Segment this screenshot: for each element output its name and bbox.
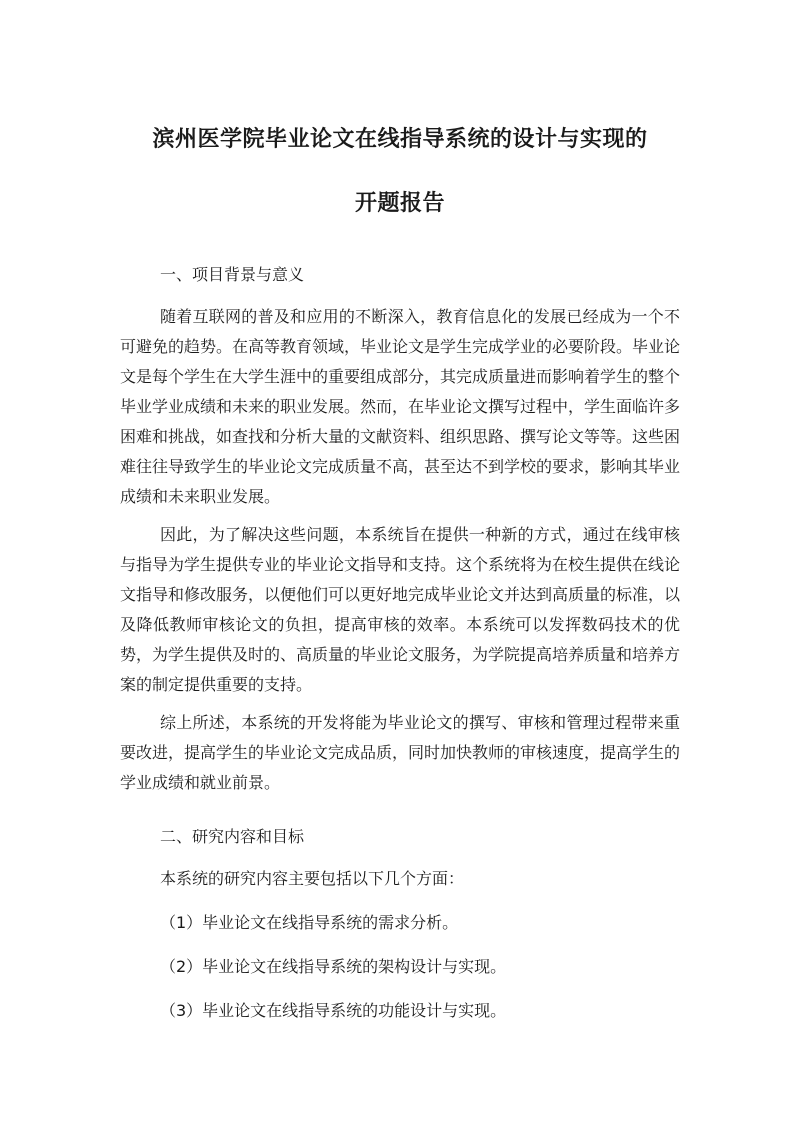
title-line-1: 滨州医学院毕业论文在线指导系统的设计与实现的: [152, 127, 648, 152]
list-item: （1）毕业论文在线指导系统的需求分析。: [160, 913, 459, 932]
list-item: （3）毕业论文在线指导系统的功能设计与实现。: [160, 1001, 507, 1020]
paragraph-background: 随着互联网的普及和应用的不断深入，教育信息化的发展已经成为一个不可避免的趋势。在高等教育领域，毕业论文是学生完成学业的必要阶段。毕业论文是每个学生在大学生涯中的重要组成部分，其完成质量进而影响着学生的整个毕业学业成绩和未来的职业发展。然而，在毕业论文撰写过程中，学生面临许多困难和挑战，如查找和分析大量的文献资料、组织思路、撰写论文等等。这些困难往往导致学生的毕业论文完成质量不高，甚至达不到学校的要求，影响其毕业成绩和未来职业发展。: [120, 307, 681, 506]
paragraph-summary: 综上所述，本系统的开发将能为毕业论文的撰写、审核和管理过程带来重要改进，提高学生的毕业论文完成品质，同时加快教师的审核速度，提高学生的学业成绩和就业前景。: [120, 713, 681, 792]
research-intro: 本系统的研究内容主要包括以下几个方面：: [160, 869, 465, 888]
list-item: （2）毕业论文在线指导系统的架构设计与实现。: [160, 957, 507, 976]
title-line-2: 开题报告: [354, 191, 445, 216]
section-heading-research: 二、研究内容和目标: [160, 827, 305, 846]
section-heading-background: 一、项目背景与意义: [160, 265, 305, 284]
document-title: [120, 108, 680, 236]
paragraph-purpose: 因此，为了解决这些问题，本系统旨在提供一种新的方式，通过在线审核与指导为学生提供专业的毕业论文指导和支持。这个系统将为在校生提供在线论文指导和修改服务，以便他们可以更好地完成毕业论文并达到高质量的标准，以及降低教师审核论文的负担，提高审核的效率。本系统可以发挥数码技术的优势，为学生提供及时的、高质量的毕业论文服务，为学院提高培养质量和培养方案的制定提供重要的支持。: [120, 525, 681, 694]
